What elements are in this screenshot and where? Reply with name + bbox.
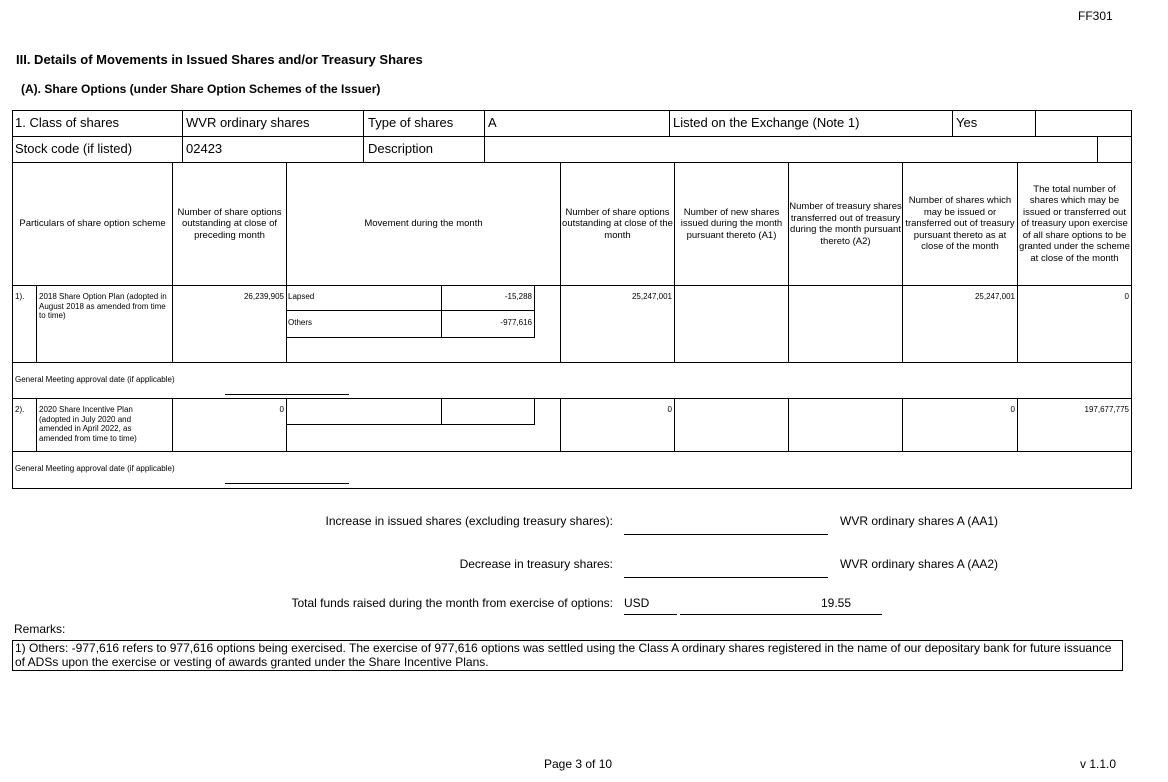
class-of-shares-label: 1. Class of shares: [15, 115, 120, 130]
page-number: Page 3 of 10: [544, 757, 613, 771]
gm-approval-label: General Meeting approval date (if applicable): [15, 464, 175, 473]
section-title: III. Details of Movements in Issued Shares and/or Treasury Shares: [16, 52, 423, 67]
outstanding-close-value: 25,247,001: [631, 292, 672, 301]
header-movement: Movement during the month: [364, 218, 483, 230]
gm-approval-label: General Meeting approval date (if applicable): [15, 375, 175, 384]
scheme-name: 2018 Share Option Plan (adopted in August 2018 as amended from time to time): [39, 292, 167, 320]
version-label: v 1.1.0: [1080, 757, 1117, 771]
header-total-may-be-issued: The total number of shares which may be issued or transferred out of treasury upon exercise of all share options to be granted under the scheme at close of the month: [1019, 183, 1130, 264]
form-code: FF301: [1078, 9, 1113, 23]
header-outstanding-prev: Number of share options outstanding at close of preceding month: [177, 206, 282, 241]
outstanding-close-value: 0: [667, 405, 672, 414]
type-of-shares-label: Type of shares: [368, 115, 454, 130]
subsection-title: (A). Share Options (under Share Option Schemes of the Issuer): [21, 82, 381, 96]
funds-currency: USD: [624, 596, 650, 610]
header-particulars: Particulars of share option scheme: [19, 218, 166, 230]
total-may-be-issued-value: 0: [1124, 292, 1129, 301]
funds-value: 19.55: [820, 596, 852, 610]
header-new-shares: Number of new shares issued during the month pursuant thereto (A1): [680, 206, 783, 241]
funds-label: Total funds raised during the month from exercise of options:: [291, 596, 613, 610]
description-label: Description: [368, 141, 434, 156]
stock-code-value: 02423: [186, 141, 223, 156]
stock-code-label: Stock code (if listed): [15, 141, 133, 156]
decrease-class: WVR ordinary shares A (AA2): [840, 557, 999, 571]
outstanding-prev-value: 26,239,905: [243, 292, 284, 301]
increase-class: WVR ordinary shares A (AA1): [840, 514, 999, 528]
type-of-shares-value: A: [488, 115, 497, 130]
movement-label: Others: [288, 318, 313, 327]
header-may-be-issued: Number of shares which may be issued or transferred out of treasury pursuant thereto as at close of the month: [905, 195, 1015, 253]
header-outstanding-close: Number of share options outstanding at close of the month: [562, 206, 673, 241]
scheme-name: 2020 Share Incentive Plan (adopted in July 2020 and amended in April 2022, as amended from time to time): [39, 405, 137, 443]
movement-label: Lapsed: [288, 292, 315, 301]
remarks-text: 1) Others: -977,616 refers to 977,616 options being exercised. The exercise of 977,616 options was settled using the Class A ordinary shares registered in the name of our depositary bank for future issuance of ADSs upon the exercise or vesting of awards granted under the Share Incentive Plans.: [12, 640, 1123, 671]
header-treasury-transferred: Number of treasury shares transferred out of treasury during the month pursuant thereto (A2): [789, 201, 902, 247]
increase-label: Increase in issued shares (excluding treasury shares):: [325, 514, 613, 528]
outstanding-prev-value: 0: [279, 405, 284, 414]
listed-label: Listed on the Exchange (Note 1): [673, 115, 860, 130]
listed-value: Yes: [956, 115, 978, 130]
remarks-label: Remarks:: [14, 622, 66, 636]
row-index: 2).: [15, 405, 25, 414]
row-index: 1).: [15, 292, 25, 301]
may-be-issued-value: 0: [1010, 405, 1015, 414]
movement-value: -977,616: [500, 318, 532, 327]
total-may-be-issued-value: 197,677,775: [1084, 405, 1129, 414]
decrease-label: Decrease in treasury shares:: [459, 557, 613, 571]
class-of-shares-value: WVR ordinary shares: [186, 115, 310, 130]
movement-value: -15,288: [504, 292, 532, 301]
may-be-issued-value: 25,247,001: [974, 292, 1015, 301]
